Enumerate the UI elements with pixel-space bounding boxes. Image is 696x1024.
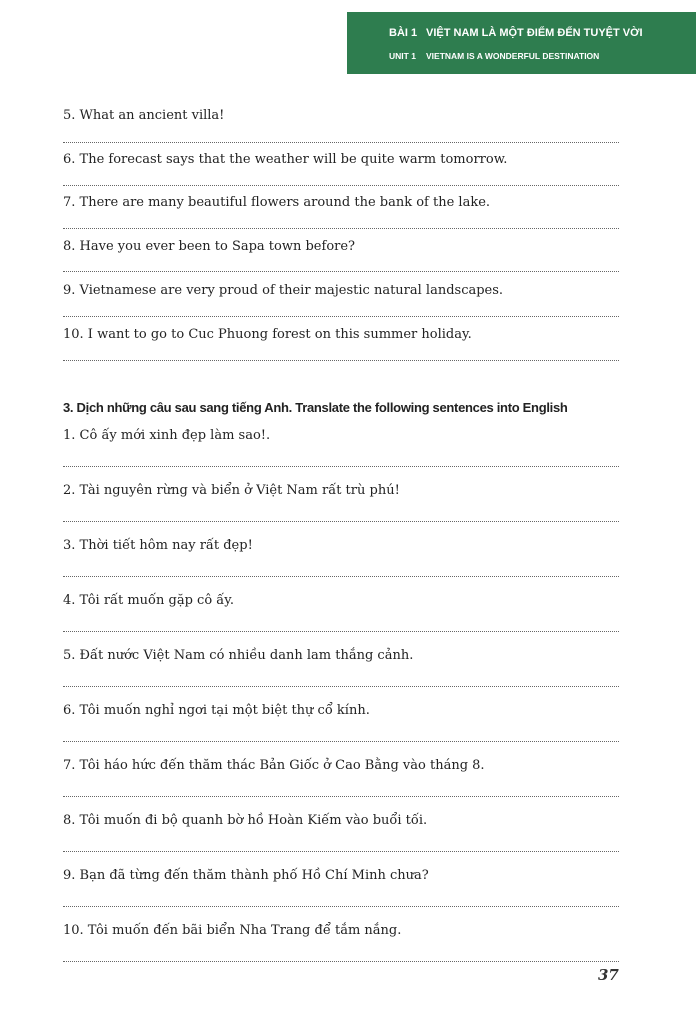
answer-line[interactable] [63,521,619,522]
sentence-text: 9. Bạn đã từng đến thăm thành phố Hồ Chí Minh chưa? [63,868,429,883]
exercise-3-item [63,813,619,829]
sentence-text: 5. Đất nước Việt Nam có nhiều danh lam thắng cảnh. [63,648,414,663]
sentence-text: 3. Thời tiết hôm nay rất đẹp! [63,538,253,553]
exercise-3-item [63,758,619,774]
sentence-text: 6. Tôi muốn nghỉ ngơi tại một biệt thự cổ kính. [63,703,370,718]
answer-line[interactable] [63,906,619,907]
exercise-2-item [63,283,619,299]
sentence-text: 4. Tôi rất muốn gặp cô ấy. [63,593,234,608]
sentence-text: 5. What an ancient villa! [63,108,225,123]
sentence-text: 10. Tôi muốn đến bãi biển Nha Trang để tắm nắng. [63,923,402,938]
exercise-3-item [63,923,619,939]
answer-line[interactable] [63,185,619,186]
answer-line[interactable] [63,796,619,797]
unit-number: UNIT 1 [389,51,416,61]
exercise-2-item [63,327,619,343]
exercise-2-item [63,108,619,124]
lesson-title: VIỆT NAM LÀ MỘT ĐIỂM ĐẾN TUYỆT VỜI [426,27,643,39]
sentence-text: 10. I want to go to Cuc Phuong forest on this summer holiday. [63,327,472,342]
exercise-2-item [63,195,619,211]
exercise-3-item [63,428,619,444]
exercise-3-item [63,593,619,609]
answer-line[interactable] [63,142,619,143]
sentence-text: 2. Tài nguyên rừng và biển ở Việt Nam rất trù phú! [63,483,400,498]
unit-header-band [347,12,696,74]
answer-line[interactable] [63,741,619,742]
exercise-3-item [63,538,619,554]
exercise-3-item [63,483,619,499]
answer-line[interactable] [63,228,619,229]
exercise-2-item [63,239,619,255]
answer-line[interactable] [63,576,619,577]
answer-line[interactable] [63,316,619,317]
answer-line[interactable] [63,686,619,687]
lesson-number: BÀI 1 [389,27,418,39]
lesson-heading [389,27,643,39]
exercise-3-item [63,868,619,884]
exercise-3-item [63,648,619,664]
unit-heading [389,51,599,61]
exercise-2-item [63,152,619,168]
answer-line[interactable] [63,851,619,852]
page-number: 37 [598,966,619,984]
answer-line[interactable] [63,631,619,632]
sentence-text: 1. Cô ấy mới xinh đẹp làm sao!. [63,428,271,443]
exercise-3-title: 3. Dịch những câu sau sang tiếng Anh. Translate the following sentences into English [63,400,568,415]
answer-line[interactable] [63,271,619,272]
sentence-text: 8. Tôi muốn đi bộ quanh bờ hồ Hoàn Kiếm vào buổi tối. [63,813,428,828]
sentence-text: 8. Have you ever been to Sapa town before? [63,239,356,254]
sentence-text: 7. Tôi háo hức đến thăm thác Bản Giốc ở Cao Bằng vào tháng 8. [63,758,485,773]
sentence-text: 9. Vietnamese are very proud of their majestic natural landscapes. [63,283,504,298]
sentence-text: 6. The forecast says that the weather will be quite warm tomorrow. [63,152,508,167]
answer-line[interactable] [63,360,619,361]
sentence-text: 7. There are many beautiful flowers around the bank of the lake. [63,195,491,210]
exercise-3-item [63,703,619,719]
unit-title: VIETNAM IS A WONDERFUL DESTINATION [426,51,600,61]
answer-line[interactable] [63,961,619,962]
answer-line[interactable] [63,466,619,467]
